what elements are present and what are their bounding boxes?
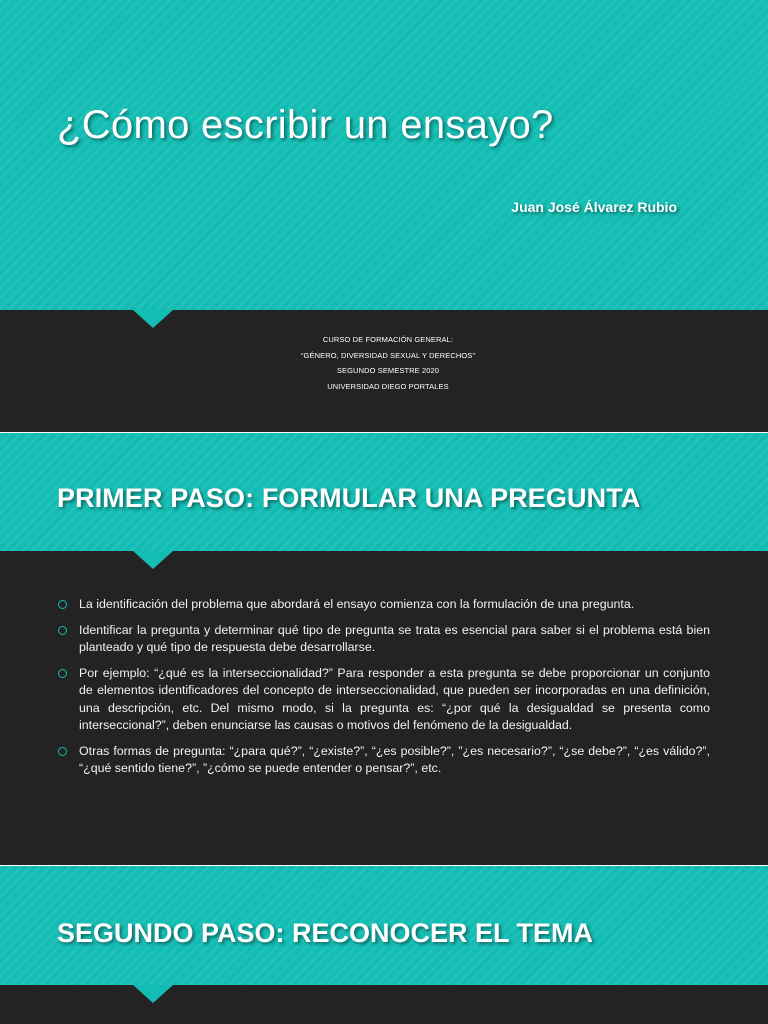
course-line: SEGUNDO SEMESTRE 2020 <box>336 366 440 375</box>
course-line: CURSO DE FORMACIÓN GENERAL: <box>322 335 454 344</box>
bullet-item <box>58 622 710 657</box>
title-band <box>0 0 768 310</box>
band-notch <box>133 551 173 569</box>
course-line: “GÉNERO, DIVERSIDAD SEXUAL Y DERECHOS” <box>300 350 476 360</box>
course-line: UNIVERSIDAD DIEGO PORTALES <box>327 381 449 391</box>
content-slide <box>0 866 768 1024</box>
slide-title: PRIMER PASO: FORMULAR UNA PREGUNTA <box>57 483 641 513</box>
bullet-text: Otras formas de pregunta: “¿para qué?”, “¿existe?”, “¿es posible?”, ”¿es necesario?”, “¿se debe?”, “¿es válido?”, “¿qué sentido tiene?”, ”¿cómo se puede entender o pensar?”, etc. <box>79 743 710 775</box>
band-notch <box>133 985 173 1003</box>
circle-bullet-icon <box>58 600 67 609</box>
bullet-item <box>58 596 710 614</box>
content-band <box>0 985 768 1024</box>
title-slide <box>0 0 768 432</box>
bullet-list <box>58 596 710 786</box>
circle-bullet-icon <box>58 669 67 678</box>
course-info <box>0 332 768 394</box>
bullet-text: Identificar la pregunta y determinar qué tipo de pregunta se trata es esencial para saber si el problema está bien planteado y qué tipo de respuesta debe desarrollarse. <box>79 622 710 654</box>
slide-title: SEGUNDO PASO: RECONOCER EL TEMA <box>57 918 594 948</box>
bullet-item <box>58 743 710 778</box>
bullet-text: La identificación del problema que abordará el ensayo comienza con la formulación de una pregunta. <box>79 597 635 611</box>
bullet-text: Por ejemplo: “¿qué es la interseccionalidad?” Para responder a esta pregunta se debe proporcionar un conjunto de elementos identificadores del concepto de interseccionalidad, que pueden ser incorporadas en una definición, una descripción, etc. Del mismo modo, si la pregunta es: “¿por qué la desigualdad se presenta como interseccional?”, deben enunciarse las causas o motivos del fenómeno de la desigualdad. <box>79 665 710 732</box>
circle-bullet-icon <box>58 626 67 635</box>
bullet-item <box>58 665 710 735</box>
slide-title: ¿Cómo escribir un ensayo? <box>57 103 554 147</box>
circle-bullet-icon <box>58 747 67 756</box>
band-notch <box>133 310 173 328</box>
content-slide <box>0 433 768 865</box>
author-name: Juan José Álvarez Rubio <box>511 199 677 215</box>
